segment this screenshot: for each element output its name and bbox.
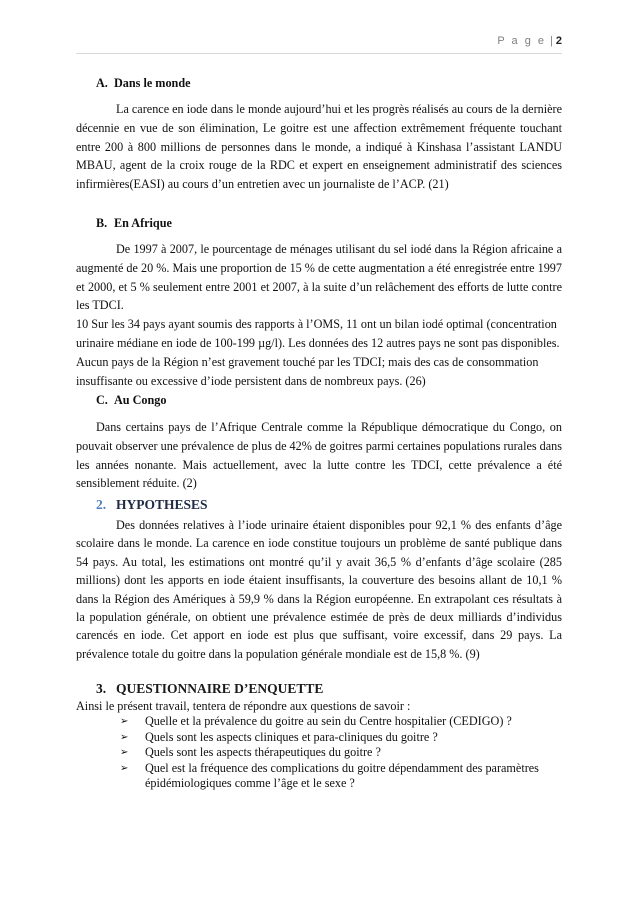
paragraph-oms [76, 315, 562, 390]
list-item-text: Quel est la fréquence des complications du goitre dépendamment des paramètres épidémiologiques comme l’âge et le sexe ? [145, 760, 539, 791]
page-header [497, 35, 562, 47]
list-item [120, 761, 560, 792]
paragraph-monde [76, 100, 562, 194]
list-item-text: Quels sont les aspects cliniques et para-cliniques du goitre ? [145, 729, 438, 744]
heading-dans-le-monde [96, 76, 191, 91]
list-item-text: Quelle et la prévalence du goitre au sein du Centre hospitalier (CEDIGO) ? [145, 714, 512, 728]
paragraph-text: Des données relatives à l’iode urinaire étaient disponibles pour 92,1 % des enfants d’âge scolaire dans le monde. La carence en iode constitue toujours un problème de santé publique dans 54 pays. Au total, les estimations ont montré qu’il y avait 36,5 % d’enfants d’âge scolaire (285 millions) dont les apports en iode étaient insuffisants, la couverture des besoins allant de 10,1 % dans la Région des Amériques à 59,9 % dans la Région européenne. En extrapolant ces résultats à la population générale, on obtient une prévalence estimée de près de deux milliards d’individus carencés en iode. Cet apport en iode est plus que suffisant, voire excessif, dans 29 pays. La prévalence totale du goitre dans la population générale mondiale est de 15,8 %. (9) [76, 518, 562, 661]
paragraph-text: La carence en iode dans le monde aujourd’hui et les progrès réalisés au cours de la dernière décennie en vue de son élimination, Le goitre est une affection extrêmement fréquente touchant entre 200 à 800 millions de personnes dans le monde, a indiqué à Kinshasa l’assistant LANDU MBAU, agent de la croix rouge de la RDC et expert en enseignement administratif des sciences infirmières(EASI) au cours d’un entretien avec un journaliste de l’ACP. (21) [76, 102, 563, 192]
arrow-bullet-icon: ➢ [120, 731, 129, 743]
list-item [120, 730, 560, 746]
heading-number: 3. [96, 681, 107, 696]
heading-hypotheses [96, 497, 208, 513]
arrow-bullet-icon: ➢ [120, 747, 129, 759]
heading-au-congo [96, 393, 167, 408]
header-rule [76, 53, 562, 54]
paragraph-congo [76, 418, 562, 493]
arrow-bullet-icon: ➢ [120, 716, 129, 727]
heading-title: QUESTIONNAIRE D’ENQUETTE [116, 681, 324, 696]
questionnaire-intro [76, 699, 562, 715]
list-item [120, 714, 560, 730]
paragraph-afrique [76, 240, 562, 390]
list-item-text: Quels sont les aspects thérapeutiques du goitre ? [145, 745, 381, 760]
heading-en-afrique [96, 216, 172, 231]
page-label: P a g e [497, 35, 547, 47]
header-separator: | [550, 35, 553, 47]
heading-questionnaire [96, 681, 323, 697]
page-number: 2 [555, 35, 562, 47]
heading-letter: B. [96, 216, 108, 230]
paragraph-text: De 1997 à 2007, le pourcentage de ménages utilisant du sel iodé dans la Région africaine a augmenté de 20 %. Mais une proportion de 15 % de cette augmentation a été enregistrée entre 1997 et 2000, et 5 % seulement entre 2001 et 2007, à la suite d’un relâchement des efforts de lutte contre les TDCI. [76, 242, 562, 313]
heading-title: Dans le monde [114, 76, 191, 90]
heading-letter: A. [96, 76, 108, 90]
heading-title: Au Congo [114, 393, 167, 407]
intro-text: Ainsi le présent travail, tentera de répondre aux questions de savoir : [76, 699, 411, 713]
paragraph-text: 10 Sur les 34 pays ayant soumis des rapports à l’OMS, 11 ont un bilan iodé optimal (concentration urinaire médiane en iode de 100-199 µg/l). Les données des 12 autres pays ne sont pas disponibles. Aucun pays de la Région n’est gravement touché par les TDCI; mais des cas de consommation insuffisante ou excessive d’iode persistent dans de nombreux pays. (26) [76, 317, 560, 388]
paragraph-hypotheses [76, 516, 562, 663]
arrow-bullet-icon: ➢ [120, 762, 129, 774]
list-item [120, 745, 560, 761]
questions-list [120, 714, 560, 792]
heading-letter: C. [96, 393, 108, 407]
paragraph-text: Dans certains pays de l’Afrique Centrale comme la République démocratique du Congo, on pouvait observer une prévalence de plus de 42% de goitres parmi certaines populations rurales dans les années nonante. Mais actuellement, avec la lutte contre les TDCI, cette prévalence a été sensiblement réduite. (2) [76, 420, 562, 491]
heading-title: En Afrique [114, 216, 172, 230]
heading-number: 2. [96, 497, 107, 512]
heading-title: HYPOTHESES [116, 497, 208, 512]
